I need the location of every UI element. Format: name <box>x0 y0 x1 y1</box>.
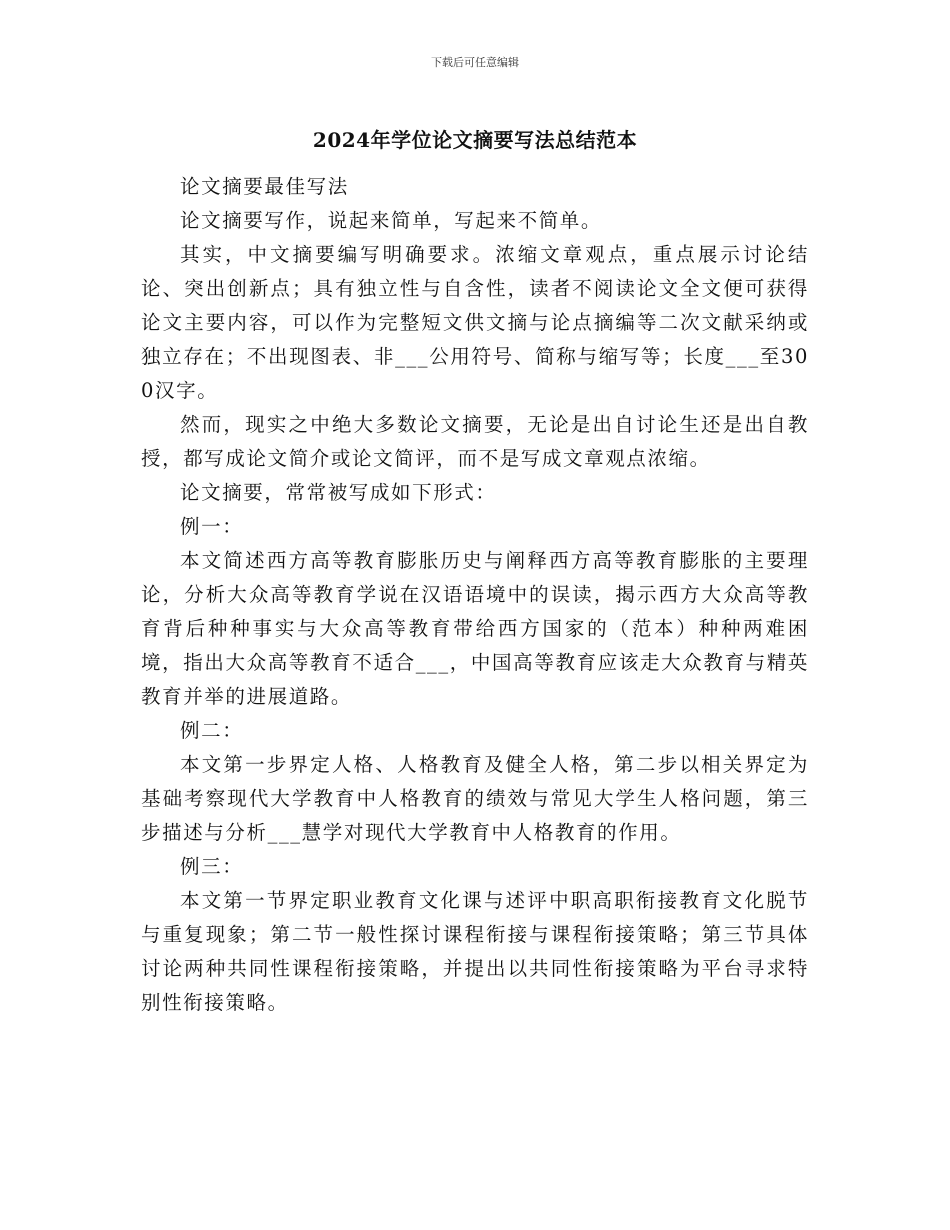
example-text: 本文第一步界定人格、人格教育及健全人格，第二步以相关界定为基础考察现代大学教育中人格教育的绩效与常见大学生人格问题，第三步描述与分析___慧学对现代大学教育中人格教育的作用。 <box>141 753 809 844</box>
document-title: 2024年学位论文摘要写法总结范本 <box>312 128 638 152</box>
paragraph-intro-heading: 论文摘要最佳写法 <box>180 175 349 198</box>
example-label: 例三： <box>180 855 244 878</box>
page-header-note: 下载后可任意编辑 <box>431 56 519 69</box>
paragraph: 论文摘要写作，说起来简单，写起来不简单。 <box>180 209 603 232</box>
example-label: 例一： <box>180 515 244 538</box>
document-body <box>141 170 809 1020</box>
paragraph: 论文摘要，常常被写成如下形式： <box>180 481 497 504</box>
example-text: 本文第一节界定职业教育文化课与述评中职高职衔接教育文化脱节与重复现象；第二节一般性探讨课程衔接与课程衔接策略；第三节具体讨论两种共同性课程衔接策略，并提出以共同性衔接策略为平台寻求特别性衔接策略。 <box>141 889 809 1014</box>
paragraph: 然而，现实之中绝大多数论文摘要，无论是出自讨论生还是出自教授，都写成论文简介或论文简评，而不是写成文章观点浓缩。 <box>141 413 809 470</box>
paragraph: 其实，中文摘要编写明确要求。浓缩文章观点，重点展示讨论结论、突出创新点；具有独立性与自含性，读者不阅读论文全文便可获得论文主要内容，可以作为完整短文供文摘与论点摘编等二次文献采纳或独立存在；不出现图表、非___公用符号、简称与缩写等；长度___至300汉字。 <box>141 243 809 402</box>
example-text: 本文简述西方高等教育膨胀历史与阐释西方高等教育膨胀的主要理论，分析大众高等教育学说在汉语语境中的误读，揭示西方大众高等教育背后种种事实与大众高等教育带给西方国家的（范本）种种两难困境，指出大众高等教育不适合___，中国高等教育应该走大众教育与精英教育并举的进展道路。 <box>141 549 809 708</box>
example-label: 例二： <box>180 719 244 742</box>
